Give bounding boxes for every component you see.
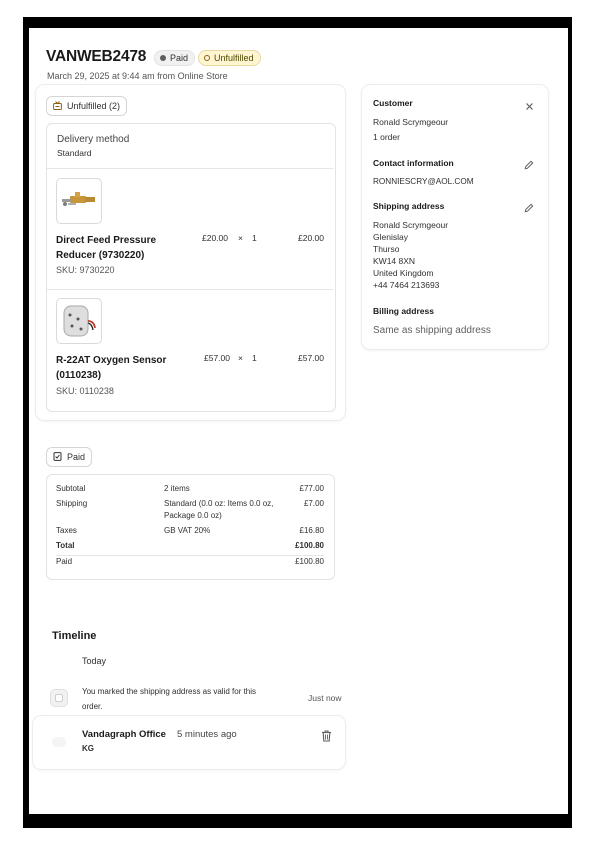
delivery-method-value: Standard — [57, 148, 92, 158]
shipping-address-heading: Shipping address — [373, 201, 445, 211]
oxygen-sensor-image — [57, 299, 101, 343]
timeline-comment-card — [33, 716, 345, 769]
taxes-detail: GB VAT 20% — [164, 526, 211, 535]
product-sku: SKU: 9730220 — [56, 265, 115, 275]
fulfillment-status-badge — [198, 50, 261, 66]
timeline-title: Timeline — [52, 630, 97, 642]
package-icon — [53, 98, 62, 107]
quantity: 1 — [252, 353, 257, 363]
address-line: Thurso — [373, 244, 400, 254]
address-line: Glenislay — [373, 232, 408, 242]
subtotal-detail: 2 items — [164, 484, 190, 493]
receipt-icon — [53, 449, 62, 458]
customer-email[interactable]: RONNIESCRY@AOL.COM — [373, 177, 474, 186]
taxes-amount: £16.80 — [299, 526, 324, 535]
shipping-detail: Standard (0.0 oz: Items 0.0 oz, Package 0.0 oz) — [164, 499, 274, 520]
paid-label: Paid — [56, 557, 73, 566]
address-line: United Kingdom — [373, 268, 434, 278]
shipping-address — [373, 219, 448, 291]
contact-heading: Contact information — [373, 158, 454, 168]
timeline-event-time: Just now — [308, 693, 342, 703]
address-phone: +44 7464 213693 — [373, 280, 440, 290]
payment-status-label: Paid — [170, 53, 189, 63]
comment-initials: KG — [82, 744, 94, 753]
unit-price: £57.00 — [204, 353, 230, 363]
divider — [47, 168, 333, 169]
times-sign: × — [238, 353, 243, 363]
timeline-event-text: You marked the shipping address as valid for this order. — [82, 687, 257, 711]
total-amount: £100.80 — [295, 541, 324, 550]
taxes-label: Taxes — [56, 526, 77, 535]
shipping-label: Shipping — [56, 499, 88, 508]
quantity: 1 — [252, 233, 257, 243]
status-dot-icon — [160, 55, 166, 61]
pencil-icon[interactable] — [524, 157, 534, 167]
unfulfilled-pill[interactable] — [46, 96, 127, 116]
product-thumbnail[interactable] — [56, 298, 102, 344]
product-name[interactable]: Direct Feed Pressure Reducer (9730220) — [56, 235, 157, 261]
close-icon[interactable] — [525, 98, 534, 107]
times-sign: × — [238, 233, 243, 243]
subtotal-amount: £77.00 — [299, 484, 324, 493]
timeline-day: Today — [82, 656, 107, 666]
pencil-icon[interactable] — [524, 200, 534, 210]
customer-name[interactable]: Ronald Scrymgeour — [373, 117, 449, 127]
product-name[interactable]: R-22AT Oxygen Sensor (0110238) — [56, 355, 167, 381]
timeline-event-marker-inner — [55, 694, 63, 702]
order-number: VANWEB2478 — [46, 48, 147, 65]
divider — [47, 289, 333, 290]
customer-heading: Customer — [373, 98, 413, 108]
billing-address-value: Same as shipping address — [373, 325, 491, 336]
order-subtitle: March 29, 2025 at 9:44 am from Online Store — [47, 71, 228, 81]
product-thumbnail[interactable] — [56, 178, 102, 224]
delivery-method-label: Delivery method — [57, 134, 130, 145]
unfulfilled-pill-label: Unfulfilled (2) — [67, 101, 121, 111]
fulfillment-status-label: Unfulfilled — [214, 53, 254, 63]
billing-address-heading: Billing address — [373, 306, 434, 316]
line-total: £57.00 — [298, 353, 324, 363]
comment-time: 5 minutes ago — [177, 729, 237, 740]
pressure-reducer-image — [57, 179, 101, 223]
product-sku: SKU: 0110238 — [56, 386, 114, 396]
comment-avatar — [52, 737, 66, 747]
unit-price: £20.00 — [202, 233, 228, 243]
status-ring-icon — [204, 55, 210, 61]
shipping-amount: £7.00 — [303, 499, 324, 508]
line-total: £20.00 — [298, 233, 324, 243]
payment-status-badge — [154, 50, 195, 66]
paid-pill[interactable] — [46, 447, 92, 467]
address-line: Ronald Scrymgeour — [373, 220, 449, 230]
trash-icon[interactable] — [321, 729, 332, 741]
comment-author: Vandagraph Office — [82, 729, 166, 740]
customer-order-count[interactable]: 1 order — [373, 132, 400, 142]
address-line: KW14 8XN — [373, 256, 416, 266]
total-label: Total — [56, 541, 75, 550]
paid-pill-label: Paid — [67, 452, 86, 462]
subtotal-label: Subtotal — [56, 484, 86, 493]
paid-amount: £100.80 — [295, 557, 324, 566]
